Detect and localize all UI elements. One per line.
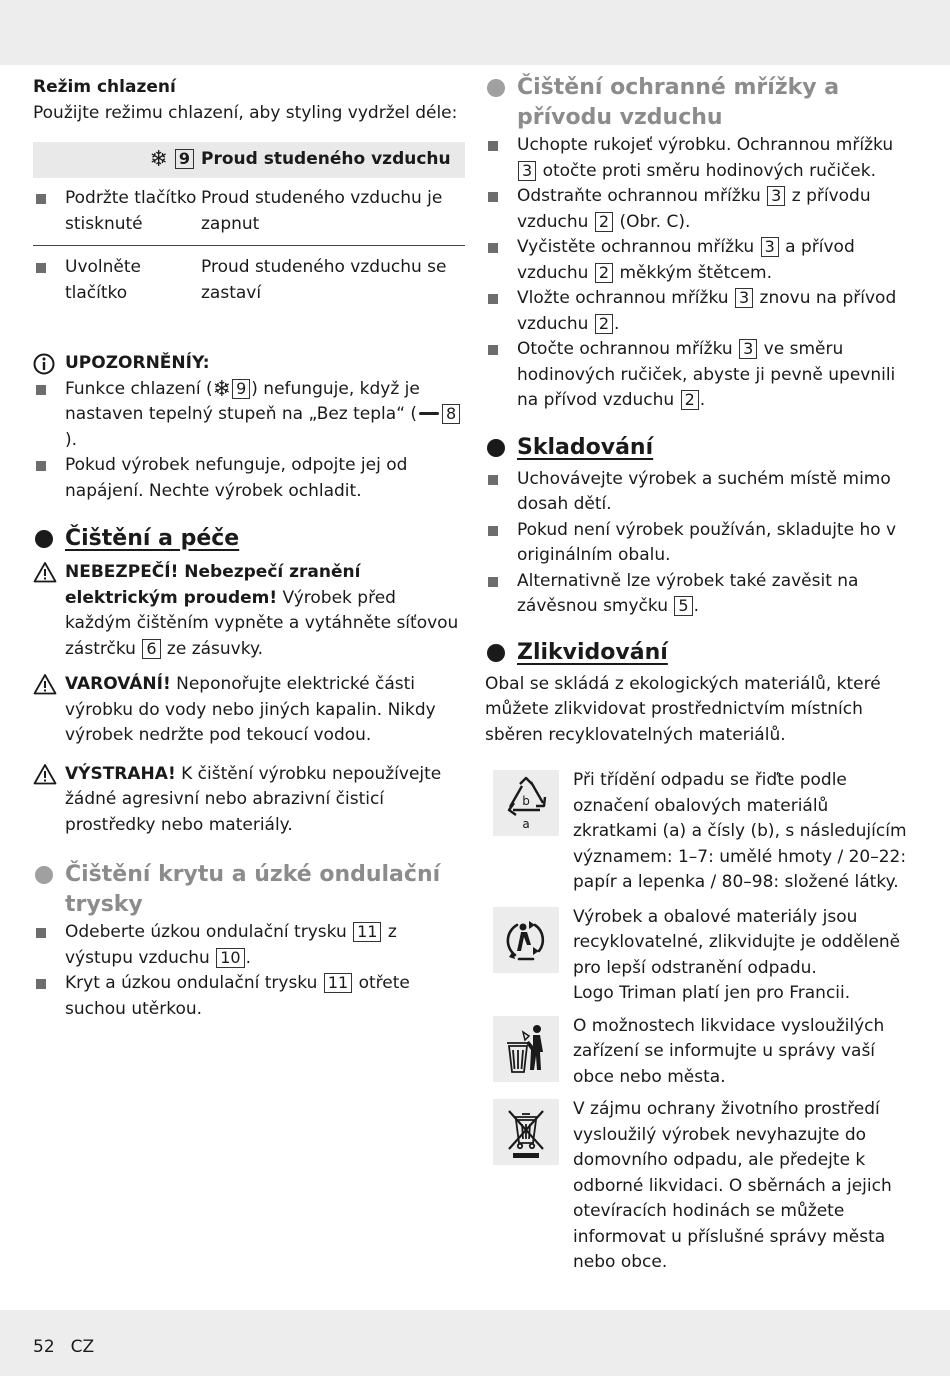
cool-table-header: [33, 142, 465, 178]
list-item: Uchopte rukojeť výrobku. Ochrannou mřížku 3 otočte proti směru hodinových ručiček.: [485, 133, 913, 184]
list-item: Pokud výrobek nefunguje, odpojte jej od napájení. Nechte výrobek ochladit.: [33, 453, 465, 504]
recycling-code-letter: b: [522, 794, 530, 808]
recycling-code-letter: a: [522, 817, 530, 831]
list-item: Otočte ochrannou mřížku 3 ve směru hodinových ručiček, abyste ji pevně upevnili na přívod vzduchu 2 .: [485, 337, 913, 414]
cool-mode-table: [33, 142, 465, 306]
square-bullet-icon: [488, 345, 498, 355]
section-heading-grid: Čištění ochranné mřížky a přívodu vzduchu: [485, 73, 913, 133]
part-number: 3: [761, 237, 779, 257]
part-number: 6: [142, 639, 160, 659]
square-bullet-icon: [488, 243, 498, 253]
disposal-entry: [485, 1014, 913, 1091]
grid-list: [485, 133, 913, 414]
part-number: 3: [735, 288, 753, 308]
recycling-code-icon: [493, 770, 559, 836]
table-cell-result: Proud studeného vzduchu je zapnut: [201, 178, 465, 246]
disposal-entry-text: Výrobek a obalové materiály jsou recyklovatelné, zlikvidujte je odděleně pro lepší odstranění odpadu.: [573, 906, 901, 978]
square-bullet-icon: [488, 475, 498, 485]
snowflake-icon: ❄: [212, 376, 232, 402]
disposal-entry-text: Při třídění odpadu se řiďte podle označení obalových materiálů zkratkami (a) a čísly (b), s následujícím významem: 1–7: umělé hmoty / 20–22: papír a lepenka / 80–98: složené látky.: [573, 770, 907, 892]
square-bullet-icon: [36, 263, 46, 273]
square-bullet-icon: [36, 385, 46, 395]
section-heading-cleaning: Čištění a péče: [33, 524, 465, 554]
list-item: Alternativně lze výrobek také zavěsit na závěsnou smyčku 5 .: [485, 569, 913, 620]
bullet-dot-icon: [35, 530, 53, 548]
bullet-dot-icon: [487, 439, 505, 457]
disposal-entry-text: Logo Triman platí jen pro Francii.: [573, 983, 851, 1003]
no-heat-symbol-icon: [419, 412, 439, 415]
part-number: 2: [595, 314, 613, 334]
part-number: 9: [232, 379, 250, 399]
square-bullet-icon: [36, 928, 46, 938]
square-bullet-icon: [488, 526, 498, 536]
note-heading: UPOZORNĚNÍY:: [33, 351, 465, 377]
housing-list: [33, 920, 465, 1022]
cool-mode-intro: Použijte režimu chlazení, aby styling vydržel déle:: [33, 102, 458, 123]
section-heading-housing: Čištění krytu a úzké ondulační trysky: [33, 860, 465, 920]
part-number: 10: [216, 948, 244, 968]
language-code: CZ: [70, 1337, 95, 1357]
part-number: 9: [175, 149, 194, 169]
disposal-entry-text: O možnostech likvidace vysloužilých zařízení se informujte u správy vaší obce nebo města.: [573, 1015, 885, 1087]
triman-logo-icon: [493, 907, 559, 973]
storage-list: [485, 467, 913, 620]
square-bullet-icon: [36, 461, 46, 471]
square-bullet-icon: [488, 294, 498, 304]
section-heading-storage: Skladování: [485, 433, 913, 463]
table-cell-result: Proud studeného vzduchu se zastaví: [201, 257, 447, 303]
left-column: [33, 75, 465, 1022]
list-item: Kryt a úzkou ondulační trysku 11 otřete suchou utěrkou.: [33, 971, 465, 1022]
crossed-out-bin-icon: [493, 1099, 559, 1165]
warning-note: VAROVÁNÍ! Neponořujte elektrické části výrobku do vody nebo jiných kapalin. Nikdy výrobek nedržte pod tekoucí vodou.: [33, 672, 465, 749]
table-cell-action: Uvolněte tlačítko: [65, 257, 141, 303]
cool-table-header-label: Proud studeného vzduchu: [201, 142, 465, 178]
danger-warning: NEBEZPEČÍ! Nebezpečí zranění elektrickým proudem! Výrobek před každým čištěním vypněte a vytáhněte síťovou zástrčku 6 ze zásuvky.: [33, 560, 465, 662]
part-number: 2: [595, 212, 613, 232]
part-number: 5: [674, 596, 692, 616]
warning-triangle-icon: [33, 763, 57, 794]
disposal-entry: [485, 1097, 913, 1276]
caution-note: VÝSTRAHA! K čištění výrobku nepoužívejte žádné agresivní nebo abrazivní čisticí prostředky nebo materiály.: [33, 762, 465, 839]
disposal-entry: [485, 905, 913, 1007]
bottom-band: [0, 1310, 950, 1376]
part-number: 3: [739, 339, 757, 359]
right-column: [485, 73, 913, 1276]
note-list: [33, 377, 465, 505]
part-number: 3: [518, 161, 536, 181]
page-footer: [33, 1335, 110, 1361]
part-number: 2: [681, 390, 699, 410]
square-bullet-icon: [488, 141, 498, 151]
bullet-dot-icon: [487, 79, 505, 97]
list-item: Odstraňte ochrannou mřížku 3 z přívodu vzduchu 2 (Obr. C).: [485, 184, 913, 235]
cool-mode-title: Režim chlazení: [33, 77, 176, 97]
bullet-dot-icon: [35, 866, 53, 884]
waste-bin-person-icon: [493, 1016, 559, 1082]
disposal-intro: Obal se skládá z ekologických materiálů, které můžete zlikvidovat prostřednictvím místních sběren recyklovatelných materiálů.: [485, 673, 881, 745]
table-row: [33, 246, 465, 307]
part-number: 2: [595, 263, 613, 283]
section-heading-disposal: Zlikvidování: [485, 638, 913, 668]
part-number: 8: [442, 404, 460, 424]
page-number: 52: [33, 1337, 55, 1357]
table-row: [33, 178, 465, 246]
snowflake-icon: ❄: [149, 147, 168, 173]
table-cell-action: Podržte tlačítko stisknuté: [65, 188, 197, 234]
list-item: Pokud není výrobek používán, skladujte ho v originálním obalu.: [485, 518, 913, 569]
part-number: 11: [353, 922, 381, 942]
list-item: Odeberte úzkou ondulační trysku 11 z výstupu vzduchu 10 .: [33, 920, 465, 971]
warning-triangle-icon: [33, 561, 57, 592]
part-number: 11: [324, 973, 352, 993]
warning-triangle-icon: [33, 673, 57, 704]
disposal-entry: [485, 768, 913, 896]
square-bullet-icon: [36, 979, 46, 989]
list-item: Funkce chlazení (❄ 9 ) nefunguje, když je nastaven tepelný stupeň na „Bez tepla“ ( 8).: [33, 377, 465, 454]
list-item: Vložte ochrannou mřížku 3 znovu na přívod vzduchu 2 .: [485, 286, 913, 337]
bullet-dot-icon: [487, 644, 505, 662]
list-item: Vyčistěte ochrannou mřížku 3 a přívod vzduchu 2 měkkým štětcem.: [485, 235, 913, 286]
list-item: Uchovávejte výrobek a suchém místě mimo dosah dětí.: [485, 467, 913, 518]
square-bullet-icon: [488, 192, 498, 202]
disposal-entry-text: V zájmu ochrany životního prostředí vysloužilý výrobek nevyhazujte do domovního odpadu, ale předejte k odborné likvidaci. O sběrnách a jejich otevíracích hodinách se můžete informovat u příslušné správy města nebo obce.: [573, 1099, 892, 1272]
part-number: 3: [767, 186, 785, 206]
square-bullet-icon: [36, 194, 46, 204]
top-band: [0, 0, 950, 65]
square-bullet-icon: [488, 577, 498, 587]
